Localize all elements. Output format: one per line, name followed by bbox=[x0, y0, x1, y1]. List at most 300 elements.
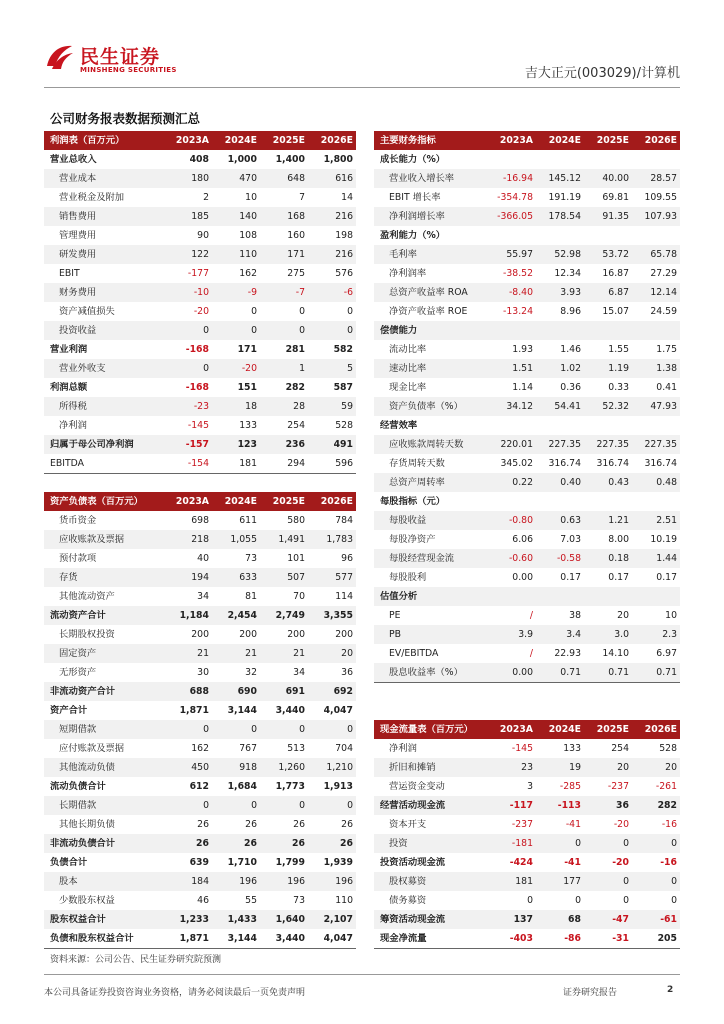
table-row bbox=[44, 321, 356, 340]
table-row bbox=[44, 454, 356, 474]
cell-value: 692 bbox=[308, 682, 356, 701]
table-row bbox=[374, 397, 680, 416]
table-row bbox=[44, 796, 356, 815]
cell-value: 26 bbox=[164, 834, 212, 853]
table-row bbox=[44, 929, 356, 949]
table-row bbox=[374, 568, 680, 587]
cell-value: 1,710 bbox=[227, 857, 257, 868]
cell-value: 70 bbox=[293, 591, 305, 602]
cell-value: 0 bbox=[260, 720, 308, 739]
cell-value: 633 bbox=[212, 568, 260, 587]
cell-value: 8.96 bbox=[560, 306, 581, 317]
row-label: 营运资金变动 bbox=[389, 781, 445, 792]
table-row bbox=[44, 606, 356, 625]
cell-value: 108 bbox=[239, 230, 257, 241]
row-label: 存货周转天数 bbox=[389, 458, 445, 469]
cell-value: 26 bbox=[341, 819, 353, 830]
cell-value: 1.55 bbox=[608, 344, 629, 355]
cell-value: 1,433 bbox=[212, 910, 260, 929]
cell-value: 200 bbox=[287, 629, 305, 640]
row-label: 少数股东权益 bbox=[59, 895, 115, 906]
row-label: 投资活动现金流 bbox=[380, 857, 446, 868]
cell-value bbox=[584, 226, 632, 245]
cell-value: 2,749 bbox=[260, 606, 308, 625]
table-row bbox=[44, 530, 356, 549]
cell-value: 0.63 bbox=[536, 511, 584, 530]
cell-value: 2.51 bbox=[632, 511, 680, 530]
cell-value bbox=[584, 321, 632, 340]
cell-value: 1.44 bbox=[632, 549, 680, 568]
cell-value bbox=[536, 150, 584, 169]
cell-value: 1,773 bbox=[275, 781, 305, 792]
row-label: 流动资产合计 bbox=[44, 606, 164, 625]
cell-value: 12.14 bbox=[632, 283, 680, 302]
cell-value: -145 bbox=[511, 743, 533, 754]
cell-value: -10 bbox=[164, 283, 212, 302]
cell-value: -0.60 bbox=[488, 549, 536, 568]
cell-value: -16.94 bbox=[488, 169, 536, 188]
cell-value: 281 bbox=[285, 344, 305, 355]
cell-value: 73 bbox=[245, 553, 257, 564]
table-row bbox=[44, 511, 356, 530]
row-label: 研发费用 bbox=[44, 245, 164, 264]
cell-value: 576 bbox=[335, 268, 353, 279]
table-row bbox=[374, 853, 680, 872]
row-label: 管理费用 bbox=[59, 230, 97, 241]
cell-value: 177 bbox=[536, 872, 584, 891]
table-row bbox=[44, 625, 356, 644]
cell-value: 198 bbox=[335, 230, 353, 241]
row-label: 成长能力（%） bbox=[380, 154, 446, 165]
cell-value bbox=[584, 150, 632, 169]
row-label: 净资产收益率 ROE bbox=[389, 306, 468, 317]
cell-value: / bbox=[529, 610, 533, 621]
cell-value bbox=[488, 321, 536, 340]
cell-value: -8.40 bbox=[488, 283, 536, 302]
cell-value: 0.17 bbox=[656, 572, 677, 583]
column-header: 2025E bbox=[260, 492, 308, 511]
cell-value: 34 bbox=[293, 667, 305, 678]
cell-value: 1,000 bbox=[227, 154, 257, 165]
row-label: 筹资活动现金流 bbox=[374, 910, 488, 929]
cell-value: 1,184 bbox=[164, 606, 212, 625]
cell-value: 1,783 bbox=[308, 530, 356, 549]
cell-value bbox=[632, 321, 680, 340]
cell-value: -237 bbox=[607, 781, 629, 792]
cell-value: 1,871 bbox=[164, 929, 212, 949]
cell-value: 316.74 bbox=[596, 458, 629, 469]
cell-value: 0.36 bbox=[560, 382, 581, 393]
cell-value bbox=[536, 587, 584, 606]
cell-value: 227.35 bbox=[632, 435, 680, 454]
cell-value: 14 bbox=[341, 192, 353, 203]
cell-value: 22.93 bbox=[554, 648, 581, 659]
row-label: 所得税 bbox=[44, 397, 164, 416]
cell-value: 611 bbox=[239, 515, 257, 526]
income-statement-table bbox=[44, 131, 356, 474]
cell-value bbox=[632, 587, 680, 606]
column-header: 2024E bbox=[536, 720, 584, 739]
table-row bbox=[374, 891, 680, 910]
cell-value: 275 bbox=[287, 268, 305, 279]
cell-value: 1.21 bbox=[584, 511, 632, 530]
table-row bbox=[44, 378, 356, 397]
cell-value: 0.17 bbox=[560, 572, 581, 583]
cell-value: -47 bbox=[584, 910, 632, 929]
cell-value: -23 bbox=[164, 397, 212, 416]
cell-value: 194 bbox=[164, 568, 212, 587]
row-label: EV/EBITDA bbox=[389, 648, 439, 659]
cell-value: -41 bbox=[564, 857, 581, 868]
cell-value: 40 bbox=[197, 553, 209, 564]
cell-value: 580 bbox=[287, 515, 305, 526]
cell-value: 145.12 bbox=[536, 169, 584, 188]
cell-value: -6 bbox=[308, 283, 356, 302]
cell-value: 513 bbox=[287, 743, 305, 754]
row-label: 每股净资产 bbox=[389, 534, 436, 545]
cell-value: 109.55 bbox=[644, 192, 677, 203]
minsheng-logo-icon bbox=[44, 42, 74, 72]
cell-value: 1.75 bbox=[656, 344, 677, 355]
cell-value: 0.48 bbox=[632, 473, 680, 492]
cell-value: 2,107 bbox=[308, 910, 356, 929]
row-label: 负债合计 bbox=[50, 857, 88, 868]
cell-value: 178.54 bbox=[536, 207, 584, 226]
cell-value: 1,684 bbox=[227, 781, 257, 792]
table-row bbox=[44, 549, 356, 568]
table-row bbox=[44, 340, 356, 359]
cell-value: 582 bbox=[333, 344, 353, 355]
row-label: EBITDA bbox=[44, 454, 164, 474]
row-label: 归属于母公司净利润 bbox=[44, 435, 164, 454]
table-row bbox=[44, 777, 356, 796]
cell-value: 784 bbox=[335, 515, 353, 526]
cell-value: 55.97 bbox=[488, 245, 536, 264]
cell-value: 133 bbox=[563, 743, 581, 754]
row-label: PB bbox=[374, 625, 488, 644]
cell-value bbox=[536, 492, 584, 511]
cell-value: -424 bbox=[509, 857, 533, 868]
row-label: 营业总收入 bbox=[50, 154, 97, 165]
cell-value: -157 bbox=[164, 435, 212, 454]
cell-value: 6.06 bbox=[512, 534, 533, 545]
cell-value: 7 bbox=[299, 192, 305, 203]
cell-value: -117 bbox=[488, 796, 536, 815]
cell-value: 0.71 bbox=[584, 663, 632, 683]
cell-value: 0 bbox=[212, 796, 260, 815]
table-row bbox=[44, 397, 356, 416]
row-label: 无形资产 bbox=[59, 667, 97, 678]
cell-value: 0.17 bbox=[608, 572, 629, 583]
table-row bbox=[374, 378, 680, 397]
cash-flow-table bbox=[374, 720, 680, 949]
cell-value: 26 bbox=[308, 834, 356, 853]
table-header-row bbox=[44, 131, 356, 150]
cell-value: 227.35 bbox=[536, 435, 584, 454]
row-label: 资本开支 bbox=[389, 819, 427, 830]
cell-value: 20 bbox=[584, 758, 632, 777]
cell-value: 1.19 bbox=[584, 359, 632, 378]
row-label: 长期借款 bbox=[44, 796, 164, 815]
table-row bbox=[374, 435, 680, 454]
table-row bbox=[374, 739, 680, 758]
cell-value: 12.34 bbox=[554, 268, 581, 279]
table-row bbox=[374, 150, 680, 169]
cell-value: -86 bbox=[536, 929, 584, 949]
table-row bbox=[44, 264, 356, 283]
cell-value: 0 bbox=[260, 321, 308, 340]
cell-value: 162 bbox=[239, 268, 257, 279]
cell-value: 1,233 bbox=[164, 910, 212, 929]
page-header bbox=[0, 0, 724, 92]
table-row bbox=[44, 663, 356, 682]
cell-value: 10.19 bbox=[650, 534, 677, 545]
cell-value: -366.05 bbox=[488, 207, 536, 226]
cell-value: 2 bbox=[203, 192, 209, 203]
cell-value: -113 bbox=[536, 796, 584, 815]
table-row bbox=[44, 302, 356, 321]
cell-value: 30 bbox=[197, 667, 209, 678]
cell-value: 639 bbox=[189, 857, 209, 868]
cell-value: 316.74 bbox=[548, 458, 581, 469]
table-row bbox=[374, 416, 680, 435]
column-header: 2023A bbox=[488, 131, 536, 150]
column-header: 2023A bbox=[164, 131, 212, 150]
cell-value: 151 bbox=[237, 382, 257, 393]
table-row bbox=[374, 777, 680, 796]
row-label: 偿债能力 bbox=[374, 321, 488, 340]
cell-value: 10 bbox=[665, 610, 677, 621]
table-row bbox=[374, 321, 680, 340]
row-label: 非流动负债合计 bbox=[44, 834, 164, 853]
cell-value: 15.07 bbox=[602, 306, 629, 317]
row-label: 总资产周转率 bbox=[374, 473, 488, 492]
cell-value: 1,640 bbox=[260, 910, 308, 929]
cell-value: 3.4 bbox=[536, 625, 584, 644]
cell-value: -9 bbox=[212, 283, 260, 302]
table-row bbox=[374, 245, 680, 264]
table-row bbox=[44, 720, 356, 739]
cell-value: 52.98 bbox=[536, 245, 584, 264]
column-header: 2023A bbox=[164, 492, 212, 511]
cell-value: -20 bbox=[212, 359, 260, 378]
row-label: EBIT bbox=[59, 268, 80, 279]
row-label: 资产合计 bbox=[50, 705, 88, 716]
cell-value: 0 bbox=[671, 895, 677, 906]
table-row bbox=[374, 587, 680, 606]
row-label: 经营效率 bbox=[380, 420, 418, 431]
column-header: 2024E bbox=[212, 131, 260, 150]
table-row bbox=[374, 169, 680, 188]
row-label: 现金净流量 bbox=[374, 929, 488, 949]
cell-value: 254 bbox=[611, 743, 629, 754]
table-row bbox=[374, 492, 680, 511]
cell-value: 68 bbox=[536, 910, 584, 929]
table-row bbox=[374, 454, 680, 473]
table-row bbox=[374, 644, 680, 663]
table-title: 利润表（百万元） bbox=[44, 131, 164, 150]
table-row bbox=[374, 302, 680, 321]
row-label: 长期股权投资 bbox=[59, 629, 115, 640]
cell-value: 0 bbox=[308, 321, 356, 340]
column-header: 2025E bbox=[260, 131, 308, 150]
logo-text-en: MINSHENG SECURITIES bbox=[80, 66, 177, 74]
cell-value: 7.03 bbox=[560, 534, 581, 545]
cell-value: 0.41 bbox=[656, 382, 677, 393]
cell-value: 3,144 bbox=[212, 929, 260, 949]
column-header: 2026E bbox=[308, 492, 356, 511]
cell-value: 196 bbox=[212, 872, 260, 891]
cell-value: 0 bbox=[251, 306, 257, 317]
table-row bbox=[44, 568, 356, 587]
cell-value: 0 bbox=[584, 872, 632, 891]
cell-value: 196 bbox=[308, 872, 356, 891]
cell-value: 122 bbox=[164, 245, 212, 264]
cell-value bbox=[488, 416, 536, 435]
cell-value: -0.58 bbox=[536, 549, 584, 568]
cell-value: 236 bbox=[260, 435, 308, 454]
cell-value bbox=[536, 226, 584, 245]
row-label: 净利润增长率 bbox=[374, 207, 488, 226]
cell-value: / bbox=[529, 648, 533, 659]
cell-value: 1,491 bbox=[260, 530, 308, 549]
cell-value: 4,047 bbox=[308, 929, 356, 949]
cell-value bbox=[488, 150, 536, 169]
cell-value: 3.93 bbox=[536, 283, 584, 302]
cell-value: 1,210 bbox=[308, 758, 356, 777]
cell-value: 528 bbox=[659, 743, 677, 754]
cell-value: 1,871 bbox=[179, 705, 209, 716]
cell-value: 0 bbox=[584, 834, 632, 853]
table-row bbox=[374, 188, 680, 207]
table-row bbox=[44, 587, 356, 606]
table-row bbox=[374, 834, 680, 853]
cell-value: 54.41 bbox=[536, 397, 584, 416]
row-label: 财务费用 bbox=[44, 283, 164, 302]
table-row bbox=[44, 910, 356, 929]
cell-value: -145 bbox=[187, 420, 209, 431]
cell-value: 46 bbox=[197, 895, 209, 906]
cell-value: 0 bbox=[164, 321, 212, 340]
cell-value: 491 bbox=[308, 435, 356, 454]
cell-value: 0 bbox=[347, 306, 353, 317]
cell-value: 55 bbox=[245, 895, 257, 906]
footer-disclaimer: 本公司具备证券投资咨询业务资格，请务必阅读最后一页免责声明 bbox=[44, 988, 306, 998]
table-row bbox=[374, 530, 680, 549]
cell-value: 6.87 bbox=[584, 283, 632, 302]
cell-value: 20 bbox=[632, 758, 680, 777]
row-label: 应付账款及票据 bbox=[59, 743, 125, 754]
cell-value: -181 bbox=[488, 834, 536, 853]
table-row bbox=[44, 283, 356, 302]
cell-value: 0.71 bbox=[536, 663, 584, 683]
cell-value: 0 bbox=[632, 872, 680, 891]
cell-value: 26 bbox=[212, 834, 260, 853]
row-label: 其他长期负债 bbox=[59, 819, 115, 830]
row-label: 负债和股东权益合计 bbox=[44, 929, 164, 949]
table-row bbox=[374, 340, 680, 359]
row-label: EBIT 增长率 bbox=[389, 192, 441, 203]
cell-value: 34.12 bbox=[488, 397, 536, 416]
cell-value bbox=[632, 150, 680, 169]
row-label: 盈利能力（%） bbox=[380, 230, 446, 241]
row-label: PE bbox=[389, 610, 401, 621]
cell-value: 107.93 bbox=[632, 207, 680, 226]
row-label: 存货 bbox=[44, 568, 164, 587]
row-label: 投资 bbox=[374, 834, 488, 853]
cell-value: 2,454 bbox=[212, 606, 260, 625]
row-label: 股权募资 bbox=[374, 872, 488, 891]
cell-value: 0.00 bbox=[488, 663, 536, 683]
cell-value: 282 bbox=[285, 382, 305, 393]
table-row bbox=[374, 796, 680, 815]
cell-value: -13.24 bbox=[503, 306, 533, 317]
page-number: 2 bbox=[667, 985, 674, 995]
cell-value bbox=[584, 416, 632, 435]
cell-value: 704 bbox=[335, 743, 353, 754]
cell-value: -154 bbox=[164, 454, 212, 474]
cell-value: 10 bbox=[245, 192, 257, 203]
cell-value: 184 bbox=[164, 872, 212, 891]
cell-value: -41 bbox=[565, 819, 581, 830]
cell-value: 3.0 bbox=[584, 625, 632, 644]
column-header: 2026E bbox=[632, 720, 680, 739]
cell-value: 3,440 bbox=[260, 929, 308, 949]
table-row bbox=[44, 169, 356, 188]
row-label: 折旧和摊销 bbox=[374, 758, 488, 777]
cell-value: 528 bbox=[335, 420, 353, 431]
cell-value bbox=[536, 321, 584, 340]
table-row bbox=[374, 264, 680, 283]
cell-value: 91.35 bbox=[584, 207, 632, 226]
cell-value: 52.32 bbox=[584, 397, 632, 416]
cell-value: -354.78 bbox=[497, 192, 533, 203]
cell-value: 26 bbox=[197, 819, 209, 830]
cell-value: 577 bbox=[308, 568, 356, 587]
row-label: 每股股利 bbox=[389, 572, 427, 583]
cell-value: 0.22 bbox=[488, 473, 536, 492]
cell-value bbox=[632, 416, 680, 435]
row-label: 经营活动现金流 bbox=[374, 796, 488, 815]
row-label: 营业利润 bbox=[50, 344, 88, 355]
row-label: 现金比率 bbox=[389, 382, 427, 393]
cell-value: 0 bbox=[299, 306, 305, 317]
table-row bbox=[374, 663, 680, 683]
cell-value bbox=[632, 226, 680, 245]
cell-value: 53.72 bbox=[584, 245, 632, 264]
balance-sheet-table bbox=[44, 492, 356, 949]
cell-value: 0 bbox=[527, 895, 533, 906]
cell-value: 3,355 bbox=[308, 606, 356, 625]
stock-title: 吉大正元(003029)/计算机 bbox=[524, 66, 680, 81]
cell-value: 227.35 bbox=[584, 435, 632, 454]
cell-value: 767 bbox=[239, 743, 257, 754]
table-row bbox=[374, 207, 680, 226]
table-row bbox=[44, 245, 356, 264]
cell-value: 688 bbox=[164, 682, 212, 701]
cell-value: 114 bbox=[335, 591, 353, 602]
cell-value bbox=[584, 492, 632, 511]
cell-value: 38 bbox=[569, 610, 581, 621]
cell-value: 1.46 bbox=[560, 344, 581, 355]
cell-value: 181 bbox=[212, 454, 260, 474]
cell-value: -237 bbox=[511, 819, 533, 830]
cell-value: 1.38 bbox=[632, 359, 680, 378]
row-label: 总资产收益率 ROA bbox=[374, 283, 488, 302]
cell-value: 140 bbox=[212, 207, 260, 226]
cell-value: 0 bbox=[212, 720, 260, 739]
cell-value: 1,260 bbox=[260, 758, 308, 777]
